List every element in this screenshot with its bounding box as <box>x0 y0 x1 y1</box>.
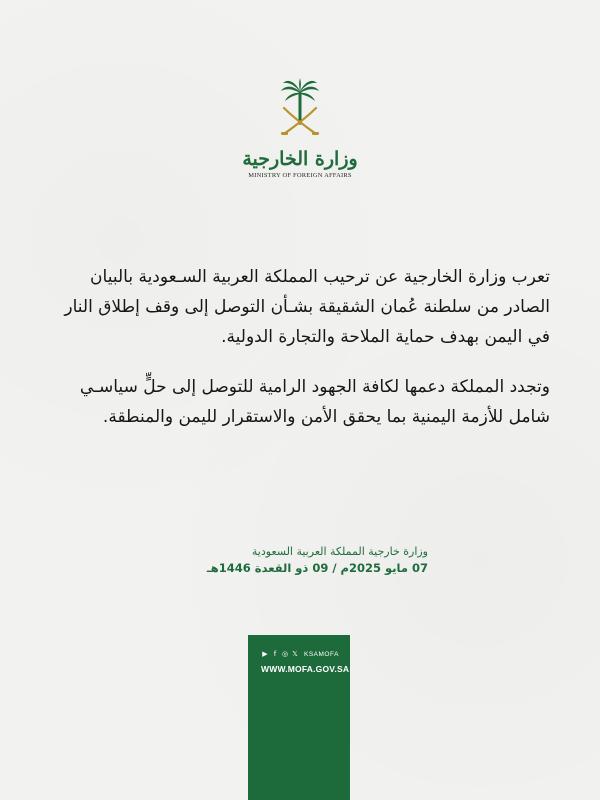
website-link[interactable]: WWW.MOFA.GOV.SA <box>261 664 350 674</box>
social-handle: KSAMOFA <box>304 650 339 658</box>
x-icon[interactable]: 𝕏 <box>292 650 298 658</box>
social-links <box>261 649 339 659</box>
facebook-icon[interactable]: f <box>273 650 277 658</box>
contact-panel <box>248 635 350 800</box>
statement-paragraph-1: تعرب وزارة الخارجية عن ترحيب المملكة العربية السـعودية بالبيان الصادر من سلطنة عُمان الشقيقة بشـأن التوصل إلى وقف إطلاق النار في اليمن بهدف حماية الملاحة والتجارة الدولية. <box>64 267 550 347</box>
statement-date: 07 مايو 2025م / 09 ذو القعدة 1446هـ <box>206 561 428 575</box>
ministry-logo <box>0 78 600 179</box>
ministry-name-english: MINISTRY OF FOREIGN AFFAIRS <box>248 172 352 179</box>
ministry-name-arabic: وزارة الخارجية <box>242 148 358 170</box>
statement-paragraph-2: وتجدد المملكة دعمها لكافة الجهود الرامية للتوصل إلى حلٍّ سياسـي شامل للأزمة اليمنية بما يحقق الأمن والاستقرار لليمن والمنطقة. <box>79 377 550 427</box>
saudi-emblem-icon <box>278 78 322 140</box>
signature-organization: وزارة خارجية المملكة العربية السعودية <box>251 545 428 558</box>
statement-body <box>40 262 550 452</box>
youtube-icon[interactable]: ▶ <box>262 650 268 658</box>
statement-signature <box>207 544 428 577</box>
instagram-icon[interactable]: ◎ <box>281 650 289 658</box>
